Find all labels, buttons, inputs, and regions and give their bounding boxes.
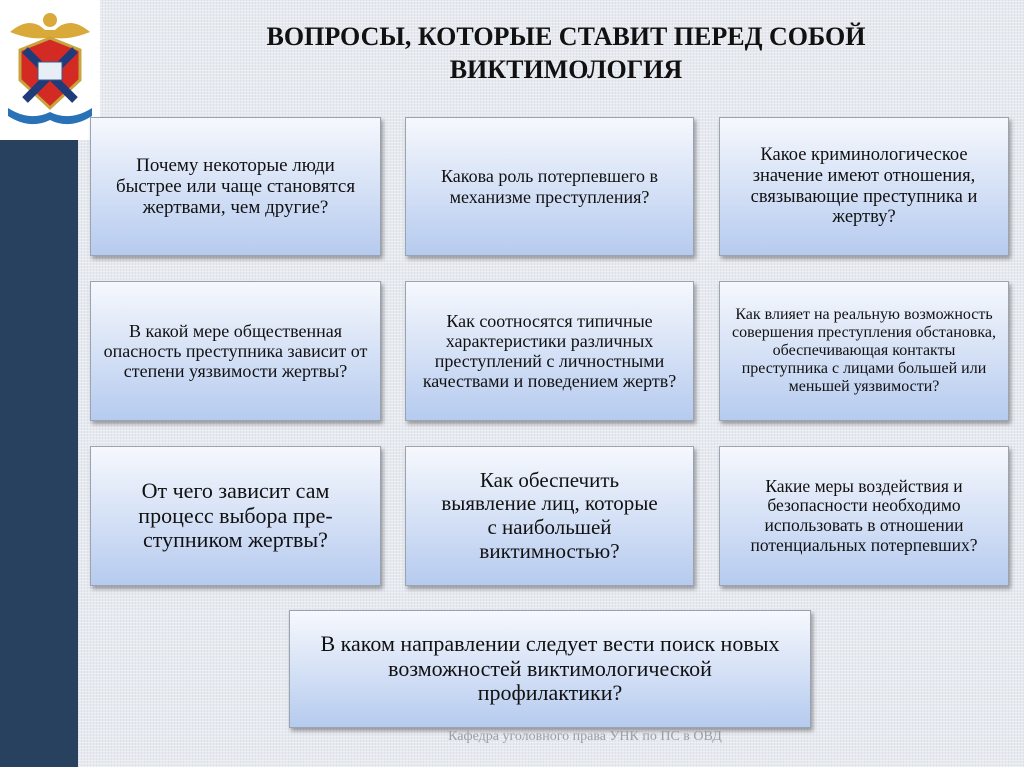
question-box: От чего зависит сам процесс выбора пре-ступником жертвы? bbox=[90, 446, 381, 586]
question-box: Почему некоторые люди быстрее или чаще становятся жертвами, чем другие? bbox=[90, 117, 381, 256]
question-box: Как обеспечить выявление лиц, которые с наибольшей виктимностью? bbox=[405, 446, 694, 586]
slide-title: ВОПРОСЫ, КОТОРЫЕ СТАВИТ ПЕРЕД СОБОЙ ВИКТИМОЛОГИЯ bbox=[266, 22, 866, 84]
side-band bbox=[0, 140, 78, 767]
logo-area bbox=[0, 0, 100, 140]
question-box: Какова роль потерпевшего в механизме преступления? bbox=[405, 117, 694, 256]
emblem-logo bbox=[0, 0, 100, 130]
question-box: Какое криминологическое значение имеют отношения, связывающие преступника и жертву? bbox=[719, 117, 1009, 256]
question-box: В какой мере общественная опасность преступника зависит от степени уязвимости жертвы? bbox=[90, 281, 381, 421]
question-box: Как соотносятся типичные характеристики различных преступлений с личностными качествами и поведением жертв? bbox=[405, 281, 694, 421]
question-box: Как влияет на реальную возможность совершения преступления обстановка, обеспечивающая контакты преступника с лицами большей или меньшей уязвимости? bbox=[719, 281, 1009, 421]
question-box: Какие меры воздействия и безопасности необходимо использовать в отношении потенциальных потерпевших? bbox=[719, 446, 1009, 586]
footer-text: Кафедра уголовного права УНК по ПС в ОВД bbox=[448, 729, 722, 744]
question-box-final: В каком направлении следует вести поиск новых возможностей виктимологической профилактики? bbox=[289, 610, 811, 728]
